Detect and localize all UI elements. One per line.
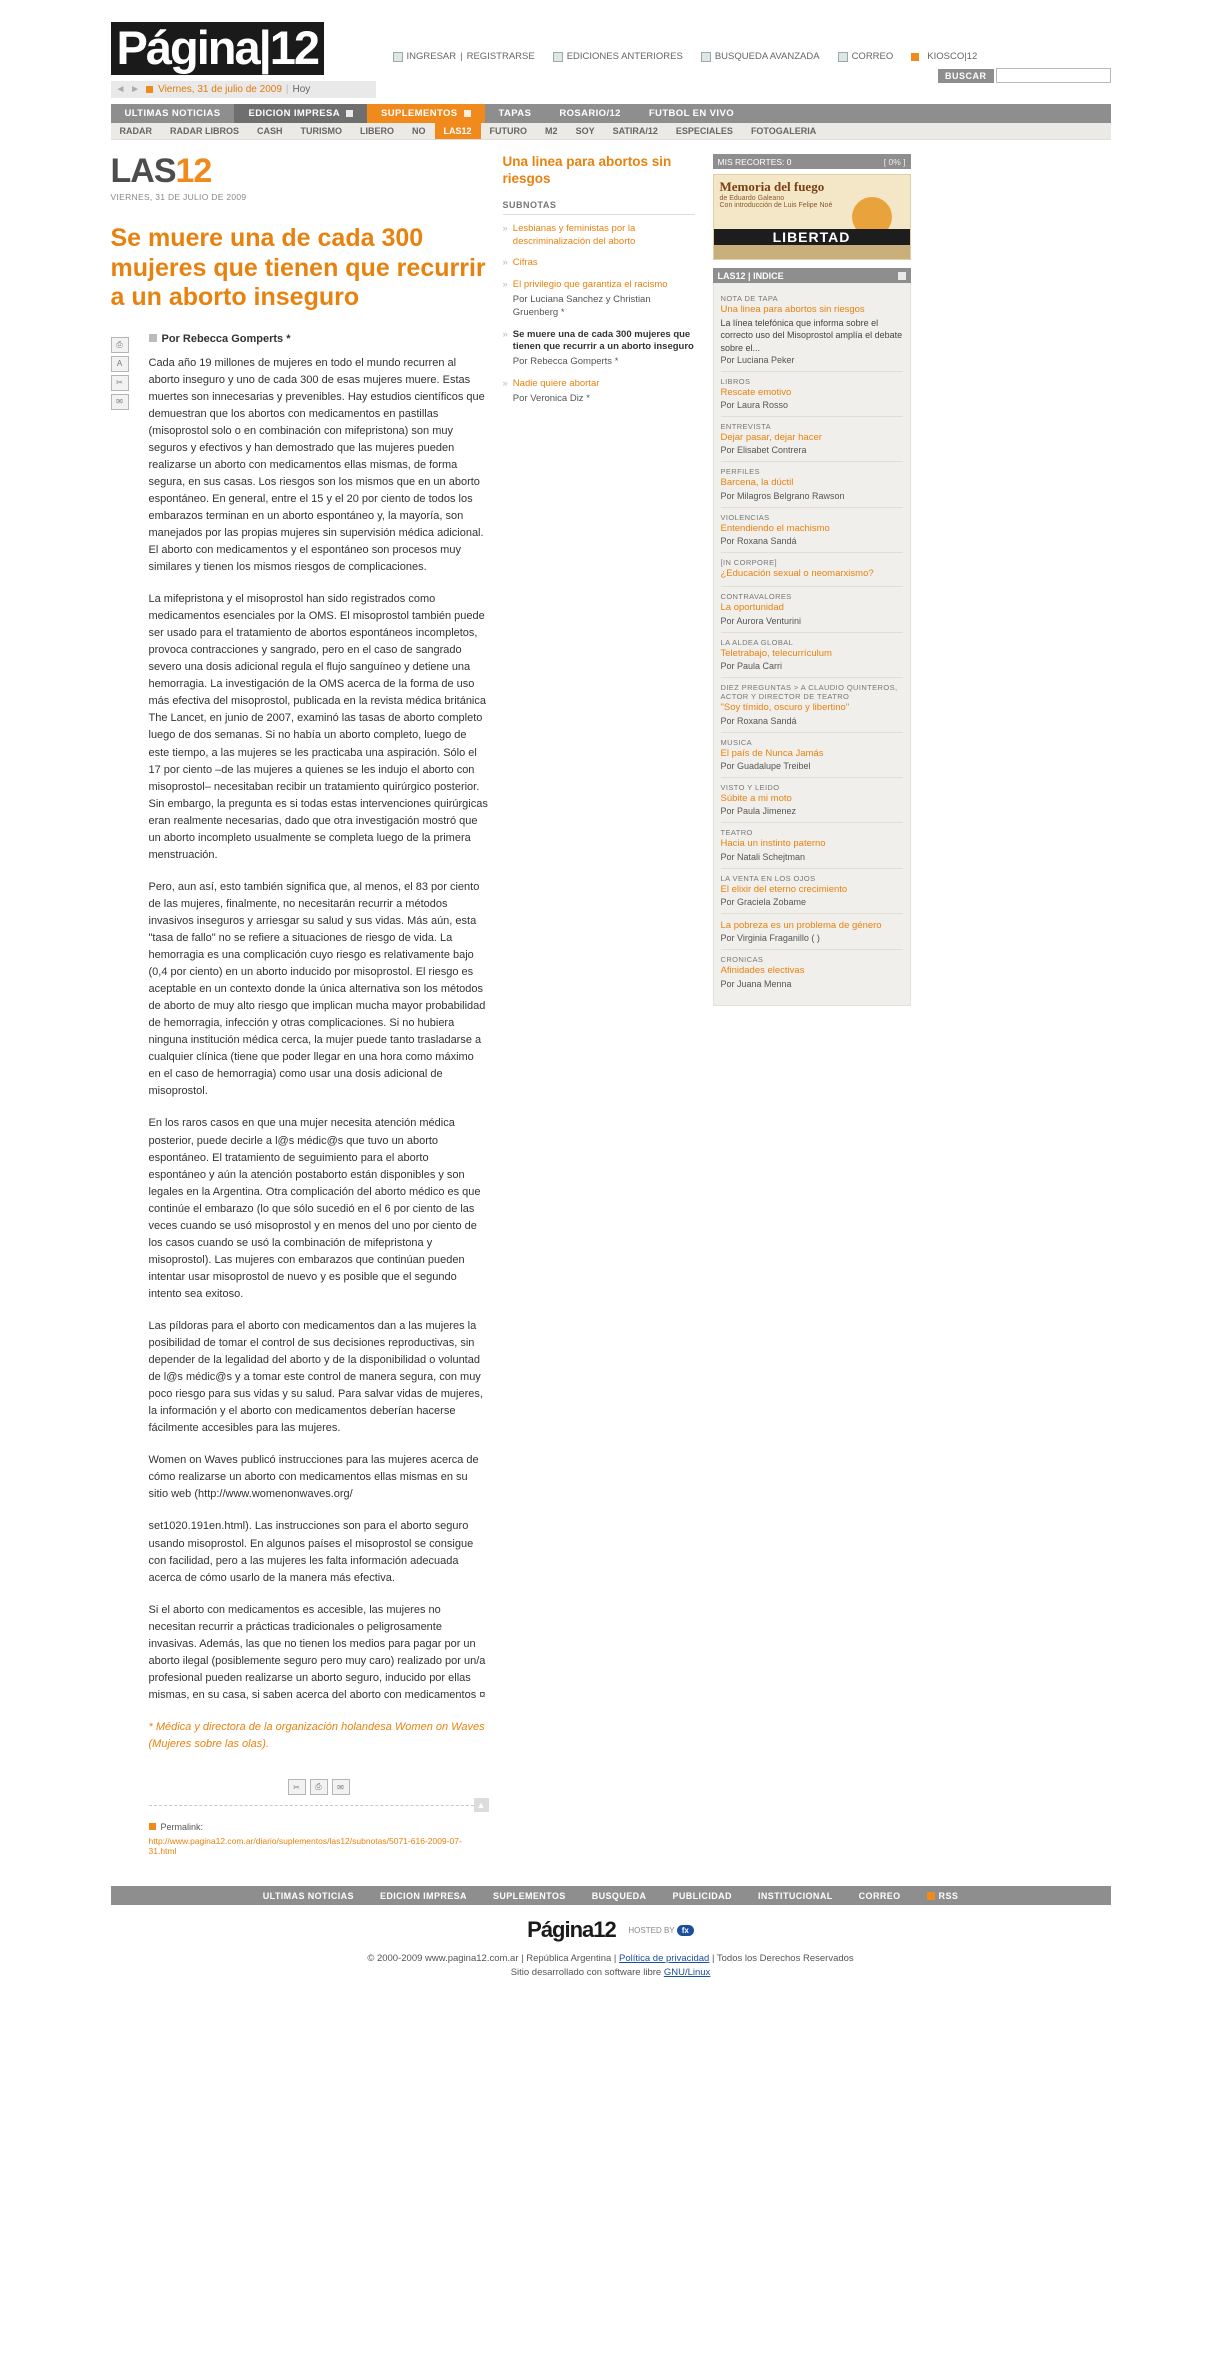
- index-author: Por Aurora Venturini: [720, 615, 802, 626]
- article-paragraph: Las píldoras para el aborto con medicamentos dan a las mujeres la posibilidad de tomar el control de sus decisiones reproductivas, sin depender de la legalidad del aborto y de la disponibilidad o voluntad de l@s médic@s y a tomar este control de manera segura, con muy poco riesgo para sus vidas y su salud. Para salvar vidas de mujeres, la información y el aborto con medicamentos deberían hacerse fácilmente accesibles para las mujeres.: [148, 1319, 483, 1435]
- index-header: [713, 268, 911, 283]
- site-logo[interactable]: [111, 22, 325, 75]
- index-headline[interactable]: Súbite a mi moto: [720, 792, 792, 804]
- footer-nav-item-edicion-impresa[interactable]: EDICION IMPRESA: [379, 1890, 467, 1901]
- index-kicker: TEATRO: [720, 828, 753, 838]
- permalink-label: Permalink:: [160, 1822, 204, 1833]
- ad-band-text: LIBERTAD: [714, 229, 910, 245]
- index-item[interactable]: [721, 417, 903, 462]
- page-title: Se muere una de cada 300 mujeres que tienen que recurrir a un aborto inseguro: [110, 224, 486, 311]
- index-author: Por Roxana Sandá: [720, 536, 797, 547]
- site-logo-text: Página: [116, 21, 259, 74]
- index-kicker: LIBROS: [720, 376, 751, 386]
- index-headline[interactable]: La oportunidad: [720, 602, 784, 614]
- index-kicker: [IN CORPORE]: [720, 558, 777, 568]
- nav-item-futbol-en-vivo[interactable]: FUTBOL EN VIVO: [648, 108, 734, 119]
- article-paragraph: set1020.191en.html). Las instrucciones son para el aborto seguro usando misoprostol. En algunos países el misoprostol se consigue con facilidad, pero a las mujeres les falta información adecuada acerca de cómo usarlo de la manera más efectiva.: [148, 1520, 474, 1584]
- footer-nav-item-busqueda[interactable]: BUSQUEDA: [591, 1890, 647, 1901]
- top-item-label: CORREO: [851, 51, 894, 62]
- index-dek: La línea telefónica que informa sobre el correcto uso del Misoprostol amplía el debate sobre el...: [720, 318, 903, 353]
- index-headline[interactable]: Afinidades electivas: [720, 965, 805, 977]
- site-logo-num: 12: [269, 21, 319, 74]
- subnav-item-radar-libros[interactable]: RADAR LIBROS: [170, 126, 239, 136]
- index-list: [713, 283, 911, 1006]
- nav-item-ultimas-noticias[interactable]: ULTIMAS NOTICIAS: [124, 108, 221, 119]
- top-item-label: BUSQUEDA AVANZADA: [714, 51, 820, 62]
- subnav-item-no[interactable]: NO: [412, 126, 426, 136]
- site-logo-bar: |: [258, 21, 270, 74]
- nav-item-edicion-impresa[interactable]: EDICION IMPRESA: [234, 104, 367, 123]
- subnav-item-m2[interactable]: M2: [545, 126, 558, 136]
- current-date: Viernes, 31 de julio de 2009: [158, 84, 282, 95]
- index-headline[interactable]: El país de Nunca Jamás: [720, 747, 824, 759]
- page-wrap: [111, 0, 1111, 2004]
- index-author: Por Paula Jimenez: [720, 806, 797, 817]
- index-kicker: MUSICA: [720, 737, 753, 747]
- my-clips-label: MIS RECORTES: 0: [717, 156, 792, 167]
- subnote-author: Por Veronica Diz *: [512, 392, 590, 404]
- chevron-down-icon: [346, 110, 353, 117]
- subnav-item-libero[interactable]: LIBERO: [360, 126, 395, 136]
- text-size-icon[interactable]: A: [111, 356, 129, 372]
- today-link[interactable]: Hoy: [292, 84, 311, 95]
- index-author: Por Graciela Zobame: [720, 896, 807, 907]
- chevron-right-icon: »: [502, 257, 508, 269]
- secondary-nav: [111, 123, 1111, 140]
- index-author: Por Laura Rosso: [720, 400, 789, 411]
- subnote-link-current[interactable]: Se muere una de cada 300 mujeres que tienen que recurrir a un aborto inseguro: [512, 328, 694, 353]
- index-item[interactable]: [721, 372, 903, 417]
- supplement-logo[interactable]: [111, 154, 489, 188]
- gnu-linux-link[interactable]: GNU/Linux: [663, 1967, 711, 1979]
- my-clips-pct: [ 0% ]: [883, 156, 906, 167]
- index-headline[interactable]: La pobreza es un problema de género: [720, 919, 882, 931]
- index-kicker: LA ALDEA GLOBAL: [720, 637, 794, 647]
- index-item[interactable]: [721, 823, 903, 868]
- footer-logo[interactable]: Página12: [527, 1917, 616, 1943]
- index-kicker: ENTREVISTA: [720, 422, 772, 432]
- index-author: Por Elisabet Contrera: [720, 445, 807, 456]
- footer-nav-item-suplementos[interactable]: SUPLEMENTOS: [492, 1890, 566, 1901]
- article-column: [111, 154, 489, 1856]
- back-to-top-icon[interactable]: ▲: [474, 1798, 489, 1812]
- article-paragraph: Si el aborto con medicamentos es accesible, las mujeres no necesitan recurrir a prácticas tradicionales o peligrosamente invasivas. Además, las que no tienen los medios para pagar por un aborto ilegal (posiblemente seguro pero muy caro) realizado por un/a profesional pueden realizarse un aborto seguro, inducido por ellas mismas, en su casa, si saben acerca del aborto con medicamentos ¤: [148, 1603, 486, 1701]
- index-kicker: PERFILES: [720, 467, 760, 477]
- subnav-item-especiales[interactable]: ESPECIALES: [675, 126, 733, 136]
- chevron-down-icon: [464, 110, 471, 117]
- subnav-item-turismo[interactable]: TURISMO: [300, 126, 343, 136]
- author-icon: [149, 334, 157, 342]
- archive-icon: [553, 52, 563, 62]
- hosting-credit[interactable]: HOSTED BY fx: [628, 1926, 693, 1935]
- subnotes-heading: SUBNOTAS: [503, 200, 695, 215]
- footer-nav-item-institucional[interactable]: INSTITUCIONAL: [757, 1890, 833, 1901]
- nav-item-tapas[interactable]: TAPAS: [498, 108, 532, 119]
- advertisement[interactable]: [713, 174, 911, 260]
- chevron-right-icon: »: [502, 222, 508, 234]
- index-item[interactable]: [721, 289, 903, 372]
- link-icon: [149, 1823, 156, 1830]
- search-icon: [701, 52, 711, 62]
- article-paragraph: En los raros casos en que una mujer necesita atención médica posterior, puede decirle a l@s médic@s que tuvo un aborto espontáneo. El tratamiento de seguimiento para el aborto espontáneo y aún la atención postaborto están disponibles y son legales en la Argentina. Otra complicación del aborto médico es que continúe el embarazo (lo que sólo sucedió en el 6 por ciento de las veces cuando se usó misoprostol y en menos del uno por ciento de los casos cuando se usó la combinación de mifepristona y misoprostol). Las mujeres con embarazos que continúan pueden intentar usar misoprostol de nuevo y es posible que el segundo intento sea exitoso.: [148, 1117, 481, 1300]
- chevron-right-icon: »: [502, 328, 508, 340]
- mail-icon: [838, 52, 848, 62]
- list-item[interactable]: [503, 279, 695, 319]
- host-logo: fx: [677, 1925, 694, 1936]
- list-item[interactable]: [503, 378, 695, 406]
- share-icon[interactable]: ✂: [111, 375, 129, 391]
- index-author: Por Luciana Peker: [720, 354, 795, 365]
- article-tools: [111, 337, 137, 413]
- article-paragraph: Women on Waves publicó instrucciones para las mujeres acerca de cómo realizarse un aborto con medicamentos ellas mismas en su sitio web (http://www.womenonwaves.org/: [148, 1454, 479, 1501]
- ad-strip: [714, 245, 910, 259]
- search-button[interactable]: BUSCAR: [938, 69, 994, 83]
- my-clips-bar[interactable]: [713, 154, 911, 169]
- kiosk-icon: [911, 53, 919, 61]
- subnav-item-satira12[interactable]: SATIRA/12: [612, 126, 658, 136]
- ad-title: Memoria del fuego: [719, 179, 825, 194]
- footer-nav: [111, 1886, 1111, 1905]
- index-kicker: LA VENTA EN LOS OJOS: [720, 873, 816, 883]
- search-input[interactable]: [996, 68, 1111, 83]
- index-author: Por Paula Carri: [720, 661, 783, 672]
- index-item[interactable]: [721, 587, 903, 632]
- index-item[interactable]: [721, 914, 903, 950]
- index-author: Por Roxana Sandá: [720, 715, 797, 726]
- article-body: [111, 333, 489, 1754]
- subnav-item-cash[interactable]: CASH: [257, 126, 283, 136]
- date-nav-arrows[interactable]: ◄ ►: [115, 84, 142, 95]
- index-headline[interactable]: Entendiendo el machismo: [720, 522, 830, 534]
- subnav-item-radar[interactable]: RADAR: [119, 126, 152, 136]
- index-item[interactable]: [721, 733, 903, 778]
- print-icon[interactable]: ⎙: [111, 337, 129, 353]
- article-paragraph: La mifepristona y el misoprostol han sido registrados como medicamentos esenciales por la OMS. El misoprostol también puede ser usado para el tratamiento de abortos espontáneos incompletos, provoca contracciones y sangrado, pero en el caso de sangrado severo una dosis adicional regula el flujo sanguíneo y detiene una hemorragia. La investigación de la OMS acerca de la forma de uso más efectiva del misoprostol, publicada en la revista médica británica The Lancet, en junio de 2007, examinó las tasas de aborto completo luego de dos semanas. Si no había un aborto completo, luego de este tiempo, a las mujeres se les practicaba una aspiración. Sólo el 17 por ciento –de las mujeres a quienes se les indujo el aborto con misoprostol– necesitaban recibir un tratamiento quirúrgico posterior. Sin embargo, la pregunta es si todas estas intervenciones quirúrgicas eran realmente necesarias, dado que otra investigación mostró que un aborto incompleto usualmente se completa luego de la primera menstruación.: [148, 593, 488, 861]
- permalink-url[interactable]: http://www.pagina12.com.ar/diario/suplementos/las12/subnotas/5071-616-2009-07-31.html: [148, 1836, 462, 1857]
- masthead: [111, 0, 1111, 98]
- top-utility-bar: [393, 51, 978, 62]
- privacy-policy-link[interactable]: Política de privacidad: [619, 1953, 710, 1965]
- expand-icon[interactable]: [898, 272, 906, 280]
- chevron-right-icon: »: [502, 378, 508, 390]
- index-headline[interactable]: Hacia un instinto paterno: [720, 838, 826, 850]
- index-kicker: VISTO Y LEIDO: [720, 782, 780, 792]
- article-footer-tools: [149, 1779, 489, 1795]
- subnote-link[interactable]: Nadie quiere abortar: [512, 378, 600, 390]
- subnav-item-soy[interactable]: SOY: [575, 126, 595, 136]
- index-item[interactable]: [721, 633, 903, 678]
- index-headline[interactable]: Rescate emotivo: [720, 386, 792, 398]
- index-headline[interactable]: ¿Educación sexual o neomarxismo?: [720, 568, 874, 580]
- subnotes-column: [503, 154, 695, 1856]
- top-item-ediciones-anteriores[interactable]: [553, 51, 683, 62]
- index-kicker: VIOLENCIAS: [720, 512, 770, 522]
- index-headline[interactable]: Teletrabajo, telecurrículum: [720, 647, 832, 659]
- footer-nav-item-correo[interactable]: CORREO: [858, 1890, 901, 1901]
- ad-author: de Eduardo Galeano: [719, 195, 785, 202]
- calendar-icon: [146, 86, 153, 93]
- copyright-line: © 2000-2009 www.pagina12.com.ar | República Argentina | Política de privacidad | Todos los Derechos Reservados: [367, 1953, 854, 1965]
- article-paragraph: Cada año 19 millones de mujeres en todo el mundo recurren al aborto inseguro y uno de cada 300 de esas mujeres muere. Estas muertes son innecesarias y prevenibles. Hay estudios científicos que demuestran que los abortos con medicamentos en pastillas (misoprostol solo o en combinación con mifepristona) son muy seguros y efectivos y han demostrado que las mujeres pueden realizarse un aborto con medicamentos ellas mismas, de forma segura, en sus casas. Los riesgos son los mismos que en un aborto espontáneo. En general, entre el 15 y el 20 por ciento de todos los embarazos terminan en un aborto espontáneo y, la mayoría, son manejados por las propias mujeres sin supervisión médica adicional. El aborto con medicamentos y el espontáneo son procesos muy similares y tienen los mismos riesgos de complicaciones.: [148, 356, 485, 574]
- date-bar: [111, 81, 376, 98]
- comment-icon[interactable]: ✉: [111, 394, 129, 410]
- index-headline[interactable]: Barcena, la dúctil: [720, 477, 794, 489]
- subnote-link[interactable]: Lesbianas y feministas por la descriminalización del aborto: [512, 222, 636, 247]
- top-separator: |: [460, 51, 463, 62]
- index-kicker: CRONICAS: [720, 955, 764, 965]
- index-item[interactable]: [721, 950, 903, 994]
- top-item-label: EDICIONES ANTERIORES: [566, 51, 683, 62]
- primary-nav: [111, 104, 1111, 123]
- nav-item-suplementos[interactable]: SUPLEMENTOS: [367, 104, 485, 123]
- index-item[interactable]: [721, 462, 903, 507]
- index-headline[interactable]: "Soy tímido, oscuro y libertino": [720, 702, 850, 714]
- index-headline[interactable]: Una linea para abortos sin riesgos: [720, 304, 865, 315]
- content-columns: [111, 154, 1111, 1856]
- ad-note: Con introducción de Luis Felipe Noé: [719, 202, 833, 209]
- footer-nav-item-rss[interactable]: RSS: [927, 1891, 959, 1901]
- index-headline[interactable]: Dejar pasar, dejar hacer: [720, 432, 822, 444]
- permalink-block: [149, 1822, 489, 1856]
- supplement-date: VIERNES, 31 DE JULIO DE 2009: [110, 192, 247, 202]
- article-author-note: * Médica y directora de la organización holandesa Women on Waves (Mujeres sobre las olas).: [148, 1720, 485, 1750]
- index-header-title: INDICE: [753, 270, 784, 281]
- print-icon[interactable]: ⎙: [310, 1779, 328, 1795]
- top-item-busqueda-avanzada[interactable]: [701, 51, 820, 62]
- index-item[interactable]: [721, 553, 903, 587]
- user-icon: [393, 52, 403, 62]
- index-kicker: NOTA DE TAPA: [720, 294, 779, 303]
- index-item[interactable]: [721, 778, 903, 823]
- index-kicker: CONTRAVALORES: [720, 592, 792, 602]
- subnote-link[interactable]: Cifras: [512, 257, 538, 269]
- mail-icon[interactable]: ✉: [332, 1779, 350, 1795]
- chevron-right-icon: »: [502, 279, 508, 291]
- subnav-item-fotogaleria[interactable]: FOTOGALERIA: [750, 126, 817, 136]
- divider: [149, 1800, 489, 1811]
- index-author: Por Virginia Fraganillo ( ): [720, 933, 820, 944]
- top-item-label: INGRESAR: [406, 51, 457, 62]
- footer-nav-item-ultimas-noticias[interactable]: ULTIMAS NOTICIAS: [262, 1890, 354, 1901]
- index-headline[interactable]: El elixir del eterno crecimiento: [720, 883, 848, 895]
- top-item-registrarse[interactable]: REGISTRARSE: [466, 51, 535, 62]
- index-kicker: DIEZ PREGUNTAS > A CLAUDIO QUINTEROS, ACTOR Y DIRECTOR DE TEATRO: [720, 683, 898, 702]
- subnote-author: Por Rebecca Gomperts *: [512, 356, 619, 368]
- top-item-correo[interactable]: [838, 51, 894, 62]
- footer-nav-item-publicidad[interactable]: PUBLICIDAD: [672, 1890, 732, 1901]
- rss-icon: [927, 1892, 935, 1900]
- supplement-logo-num: 12: [175, 152, 212, 190]
- index-item[interactable]: [721, 869, 903, 914]
- nav-item-rosario12[interactable]: ROSARIO/12: [559, 108, 621, 119]
- index-header-sep: |: [748, 270, 751, 281]
- index-item[interactable]: [721, 678, 903, 732]
- index-item[interactable]: [721, 508, 903, 553]
- index-author: Por Juana Menna: [720, 978, 792, 989]
- index-author: Por Guadalupe Treibel: [720, 760, 811, 771]
- subnote-author: Por Luciana Sanchez y Christian Gruenberg *: [512, 294, 651, 318]
- footer: [111, 1905, 1111, 2004]
- subnav-item-futuro[interactable]: FUTURO: [489, 126, 528, 136]
- list-item[interactable]: [503, 329, 695, 369]
- parent-note-headline[interactable]: Una linea para abortos sin riesgos: [502, 154, 672, 186]
- software-credit-line: Sitio desarrollado con software libre GNU/Linux: [510, 1967, 711, 1979]
- byline: Por Rebecca Gomperts *: [149, 333, 489, 345]
- sidebar-column: [713, 154, 911, 1856]
- top-item-label: KIOSCO|12: [927, 51, 978, 62]
- subnote-link[interactable]: El privilegio que garantiza el racismo: [512, 279, 668, 291]
- index-header-las: LAS12: [717, 270, 746, 281]
- top-item-ingresar[interactable]: [393, 51, 535, 62]
- index-author: Por Natali Schejtman: [720, 851, 806, 862]
- share-icon[interactable]: ✂: [288, 1779, 306, 1795]
- index-author: Por Milagros Belgrano Rawson: [720, 490, 845, 501]
- supplement-logo-las: LAS: [110, 152, 176, 190]
- list-item[interactable]: [503, 223, 695, 249]
- list-item[interactable]: [503, 257, 695, 270]
- subnav-item-las12[interactable]: LAS12: [435, 123, 481, 139]
- date-separator: |: [285, 84, 289, 95]
- article-paragraph: Pero, aun así, esto también significa que, al menos, el 83 por ciento de las mujeres, finalmente, no necesitarán recurrir a métodos invasivos inseguros y arriesgar su salud y sus vidas. Más aún, esta "tasa de fallo" no se refiere a situaciones de riesgo de vida. La hemorragia es una complicación cuyo riesgo es relativamente bajo (0,4 por ciento) en un aborto inducido por misoprostol. El riesgo es aceptable en un contexto donde la única alternativa son los métodos de aborto de muy alto riesgo que implican mucha mayor probabilidad de hemorragia, infección y otras complicaciones. Si no hubiera ninguna institución médica cerca, la mujer puede tanto trasladarse a cualquier clínica (tiene que poder llegar en una hora como máximo en el caso de hemorragia) como usar una dosis adicional de misoprostol.: [148, 880, 486, 1098]
- top-item-kiosco[interactable]: [911, 51, 977, 62]
- search-form[interactable]: [938, 68, 1111, 83]
